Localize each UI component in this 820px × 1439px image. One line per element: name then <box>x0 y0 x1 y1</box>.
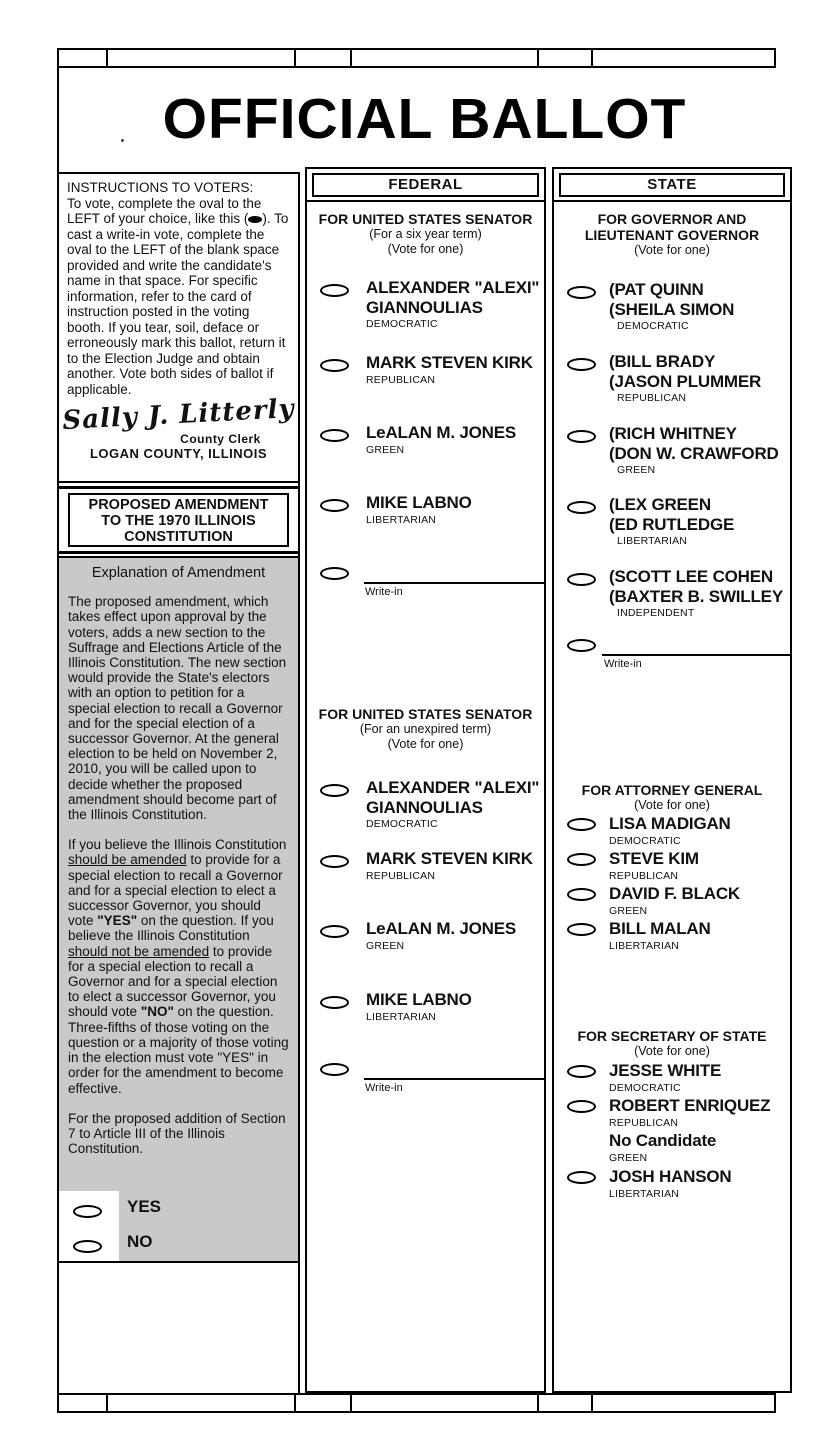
writein-label: Write-in <box>365 1082 403 1094</box>
clerk-signature-block <box>59 393 298 461</box>
candidate-name: LeALAN M. JONES <box>366 423 517 442</box>
candidate-party: GREEN <box>609 1151 648 1164</box>
timing-mark-cell <box>296 48 352 68</box>
oval-sos-enriquez[interactable] <box>567 1100 596 1113</box>
federal-column <box>305 167 546 1393</box>
bottom-timing-mark-row <box>57 1393 776 1413</box>
state-header-box <box>554 169 790 202</box>
para2-bold-yes: "YES" <box>97 913 138 929</box>
candidate-name: LISA MADIGAN <box>609 814 731 833</box>
explanation-of-amendment-box <box>59 556 298 1263</box>
federal-header-box <box>307 169 544 202</box>
clerk-signature: Sally J. Litterly <box>61 393 296 437</box>
state-column <box>552 167 792 1393</box>
candidate-row <box>307 493 544 526</box>
race-title-governor <box>554 211 790 258</box>
para2-text-5: on the question. Three-fifths of those voting on the question or a majority of those voting in the election must vote "YES" in order for the amendment to become effective. <box>68 1004 289 1096</box>
ticket-row <box>554 280 790 332</box>
ticket-block <box>609 352 790 404</box>
candidate-row <box>307 778 544 830</box>
ticket-party: REPUBLICAN <box>617 392 687 404</box>
candidate-name: MARK STEVEN KIRK <box>366 849 533 868</box>
race-title-us-senator-unexpired <box>307 706 544 752</box>
clerk-county: LOGAN COUNTY, ILLINOIS <box>89 446 268 461</box>
filled-oval-example-icon <box>248 216 262 223</box>
state-header-label: STATE <box>559 173 785 197</box>
race-title: FOR UNITED STATES SENATOR <box>318 211 533 227</box>
candidate-party: REPUBLICAN <box>366 869 436 882</box>
oval-ag-madigan[interactable] <box>567 818 596 831</box>
candidate-row <box>554 884 790 917</box>
para2-underline-2: should not be amended <box>68 943 210 959</box>
candidate-party: LIBERTARIAN <box>609 939 680 952</box>
ticket-block <box>609 424 790 476</box>
candidate-row <box>554 1096 790 1129</box>
candidate-name: STEVE KIM <box>609 849 699 868</box>
explanation-title: Explanation of Amendment <box>91 565 266 581</box>
candidate-block <box>366 353 544 386</box>
race-term: (For a six year term) <box>369 227 482 241</box>
ticket-lt-governor-name: (DON W. CRAWFORD <box>609 443 779 463</box>
candidate-name: MIKE LABNO <box>366 990 472 1009</box>
oval-senatorU-labno[interactable] <box>320 996 349 1009</box>
ticket-governor-name: (RICH WHITNEY <box>609 424 737 443</box>
oval-governor-brady-plummer[interactable] <box>567 358 596 371</box>
candidate-block <box>609 1061 790 1094</box>
candidate-row <box>554 1167 790 1200</box>
oval-senator6-jones[interactable] <box>320 429 349 442</box>
amendment-header-line1: PROPOSED AMENDMENT <box>88 497 269 513</box>
candidate-block <box>366 990 544 1023</box>
candidate-name: MARK STEVEN KIRK <box>366 353 533 372</box>
ticket-governor-name: (SCOTT LEE COHEN <box>609 567 773 586</box>
timing-mark-cell <box>539 48 593 68</box>
timing-mark-cell <box>108 1393 296 1413</box>
candidate-row <box>307 353 544 386</box>
race-title-us-senator-6yr <box>307 211 544 257</box>
ticket-row <box>554 495 790 547</box>
oval-senatorU-jones[interactable] <box>320 925 349 938</box>
candidate-row <box>554 849 790 882</box>
candidate-party: DEMOCRATIC <box>609 834 681 847</box>
candidate-party: REPUBLICAN <box>366 373 436 386</box>
amendment-yes-label: YES <box>127 1197 162 1216</box>
federal-header-label: FEDERAL <box>312 173 539 197</box>
ticket-row <box>554 352 790 404</box>
oval-ag-kim[interactable] <box>567 853 596 866</box>
oval-sos-hanson[interactable] <box>567 1171 596 1184</box>
oval-senator6-labno[interactable] <box>320 499 349 512</box>
instructions-text-2: ). To cast a write-in vote, complete the oval to the LEFT of the blank space provided and write the candidate's name in that space. For specific information, refer to the card of instruction posted in the voting booth. If you tear, soil, deface or erroneously mark this ballot, return it to the Election Judge and obtain another. Vote both sides of ballot if applicable. <box>67 211 289 397</box>
oval-governor-writein[interactable] <box>567 639 596 652</box>
candidate-party: REPUBLICAN <box>609 869 679 882</box>
oval-governor-green-rutledge[interactable] <box>567 501 596 514</box>
timing-mark-cell <box>593 48 776 68</box>
clerk-role: County Clerk <box>180 432 261 446</box>
oval-sos-white[interactable] <box>567 1065 596 1078</box>
explanation-para1: The proposed amendment, which takes effect upon approval by the voters, adds a new section to the Suffrage and Elections Article of the Illinois Constitution. The new section would provide the State's electors with an option to petition for a special election to recall a Governor and for the special election of a successor Governor. At the general election to be held on November 2, 2010, you will be called upon to decide whether the proposed amendment should become part of the Illinois Constitution. <box>68 594 287 823</box>
candidate-name: No Candidate <box>609 1131 717 1150</box>
instructions-box <box>59 172 298 483</box>
writein-blank-line-senator6[interactable] <box>364 582 544 584</box>
ticket-block <box>609 495 790 547</box>
race-vote-for: (Vote for one) <box>634 798 710 812</box>
para2-underline-1: should be amended <box>68 852 187 868</box>
proposed-amendment-header-inner <box>68 493 289 547</box>
race-term: (For an unexpired term) <box>359 722 492 736</box>
candidate-block <box>609 919 790 952</box>
candidate-block <box>609 1131 790 1164</box>
candidate-party: DEMOCRATIC <box>609 1081 681 1094</box>
candidate-row <box>554 919 790 952</box>
candidate-name: ROBERT ENRIQUEZ <box>609 1096 771 1115</box>
para2-bold-no: "NO" <box>140 1004 174 1020</box>
writein-label: Write-in <box>365 586 403 598</box>
ticket-row <box>554 567 790 619</box>
candidate-block <box>366 493 544 526</box>
explanation-para2 <box>68 837 289 1095</box>
candidate-block <box>366 849 544 882</box>
candidate-name: JESSE WHITE <box>609 1061 722 1080</box>
candidate-block <box>609 1096 790 1129</box>
race-vote-for: (Vote for one) <box>387 242 464 256</box>
ballot-title: OFFICIAL BALLOT <box>162 87 687 151</box>
candidate-name-line2: GIANNOULIAS <box>366 297 483 317</box>
candidate-block <box>609 814 790 847</box>
oval-amendment-yes[interactable] <box>73 1205 102 1218</box>
ticket-block <box>609 567 790 619</box>
timing-mark-cell <box>296 1393 352 1413</box>
ticket-governor-name: (LEX GREEN <box>609 495 711 514</box>
candidate-row-no-candidate <box>554 1131 790 1164</box>
candidate-block <box>609 884 790 917</box>
amendment-header-line2: TO THE 1970 ILLINOIS <box>101 513 256 529</box>
race-vote-for: (Vote for one) <box>634 1044 710 1058</box>
oval-governor-whitney-crawford[interactable] <box>567 430 596 443</box>
proposed-amendment-header-box <box>59 486 298 554</box>
race-title: FOR SECRETARY OF STATE <box>577 1028 767 1044</box>
oval-amendment-no[interactable] <box>73 1240 102 1253</box>
candidate-block <box>366 778 544 830</box>
writein-blank-line-governor[interactable] <box>602 654 790 656</box>
ticket-governor-name: (PAT QUINN <box>609 280 704 299</box>
candidate-name: JOSH HANSON <box>609 1167 732 1186</box>
ticket-party: GREEN <box>617 464 656 476</box>
timing-mark-cell <box>352 48 539 68</box>
race-title-attorney-general <box>554 782 790 813</box>
candidate-name: DAVID F. BLACK <box>609 884 740 903</box>
oval-senator6-giannoulias[interactable] <box>320 284 349 297</box>
race-title-secretary-of-state <box>554 1028 790 1059</box>
candidate-row <box>307 278 544 330</box>
ticket-party: INDEPENDENT <box>617 607 695 619</box>
candidate-party: LIBERTARIAN <box>366 513 437 526</box>
candidate-party: GREEN <box>609 904 648 917</box>
oval-senator6-writein[interactable] <box>320 567 349 580</box>
candidate-name: ALEXANDER "ALEXI" <box>366 778 540 797</box>
candidate-block <box>609 849 790 882</box>
para2-text-3: on the question. If you believe the Illinois Constitution <box>68 913 274 944</box>
oval-senatorU-giannoulias[interactable] <box>320 784 349 797</box>
candidate-name: BILL MALAN <box>609 919 711 938</box>
candidate-row <box>307 990 544 1023</box>
explanation-para3: For the proposed addition of Section 7 to Article III of the Illinois Constitution. <box>68 1110 286 1157</box>
oval-governor-quinn-simon[interactable] <box>567 286 596 299</box>
instructions-body <box>67 196 290 398</box>
candidate-row <box>554 814 790 847</box>
candidate-block <box>609 1167 790 1200</box>
candidate-row <box>554 1061 790 1094</box>
ticket-lt-governor-name: (ED RUTLEDGE <box>609 514 735 534</box>
candidate-party: LIBERTARIAN <box>609 1187 680 1200</box>
race-title-line1: FOR GOVERNOR AND <box>597 211 747 227</box>
oval-senator6-kirk[interactable] <box>320 359 349 372</box>
timing-mark-cell <box>539 1393 593 1413</box>
timing-mark-cell <box>352 1393 539 1413</box>
para2-text-1: If you believe the Illinois Constitution <box>68 837 287 853</box>
candidate-block <box>366 919 544 952</box>
amendment-no-label: NO <box>127 1232 153 1251</box>
candidate-name: MIKE LABNO <box>366 493 472 512</box>
ticket-lt-governor-name: (SHEILA SIMON <box>609 299 735 319</box>
ticket-block <box>609 280 790 332</box>
oval-ag-black[interactable] <box>567 888 596 901</box>
candidate-block <box>366 278 544 330</box>
timing-mark-cell <box>593 1393 776 1413</box>
candidate-row <box>307 919 544 952</box>
instructions-column <box>57 172 300 1393</box>
oval-senatorU-writein[interactable] <box>320 1063 349 1076</box>
candidate-party: DEMOCRATIC <box>366 318 438 330</box>
candidate-row <box>307 423 544 456</box>
para2-text-2: to provide for a special election to recall a Governor and for a special election to elect a successor Governor, you should vote <box>68 852 283 929</box>
top-timing-mark-row <box>57 48 776 68</box>
candidate-party: GREEN <box>366 443 405 456</box>
race-title: FOR UNITED STATES SENATOR <box>318 706 533 722</box>
race-title: FOR ATTORNEY GENERAL <box>581 782 763 798</box>
scan-artifact-dot <box>121 139 124 142</box>
oval-senatorU-kirk[interactable] <box>320 855 349 868</box>
candidate-name-line2: GIANNOULIAS <box>366 797 483 817</box>
race-title-line2: LIEUTENANT GOVERNOR <box>584 227 760 243</box>
candidate-party: GREEN <box>366 939 405 952</box>
oval-ag-malan[interactable] <box>567 923 596 936</box>
instructions-heading: INSTRUCTIONS TO VOTERS: <box>67 180 254 195</box>
amendment-header-line3: CONSTITUTION <box>124 529 233 545</box>
para2-text-4: to provide for a special election to recall a Governor and for a special election to elect a successor Governor, you should vote <box>68 943 278 1020</box>
ticket-party: DEMOCRATIC <box>617 320 689 332</box>
ticket-row <box>554 424 790 476</box>
timing-mark-cell <box>57 1393 108 1413</box>
candidate-name: ALEXANDER "ALEXI" <box>366 278 540 297</box>
instructions-text-1: To vote, complete the oval to the LEFT of your choice, like this ( <box>67 195 262 226</box>
candidate-party: LIBERTARIAN <box>366 1010 437 1023</box>
timing-mark-cell <box>57 48 108 68</box>
oval-governor-cohen-swilley[interactable] <box>567 573 596 586</box>
candidate-row <box>307 849 544 882</box>
ticket-party: LIBERTARIAN <box>617 535 688 547</box>
ticket-lt-governor-name: (JASON PLUMMER <box>609 371 762 391</box>
ticket-governor-name: (BILL BRADY <box>609 352 716 371</box>
ticket-lt-governor-name: (BAXTER B. SWILLEY <box>609 586 783 606</box>
candidate-party: DEMOCRATIC <box>366 818 438 830</box>
race-vote-for: (Vote for one) <box>634 243 710 257</box>
writein-label: Write-in <box>604 658 642 670</box>
candidate-party: REPUBLICAN <box>609 1116 679 1129</box>
candidate-name: LeALAN M. JONES <box>366 919 517 938</box>
timing-mark-cell <box>108 48 296 68</box>
race-vote-for: (Vote for one) <box>387 737 464 751</box>
writein-blank-line-senatorU[interactable] <box>364 1078 544 1080</box>
candidate-block <box>366 423 544 456</box>
